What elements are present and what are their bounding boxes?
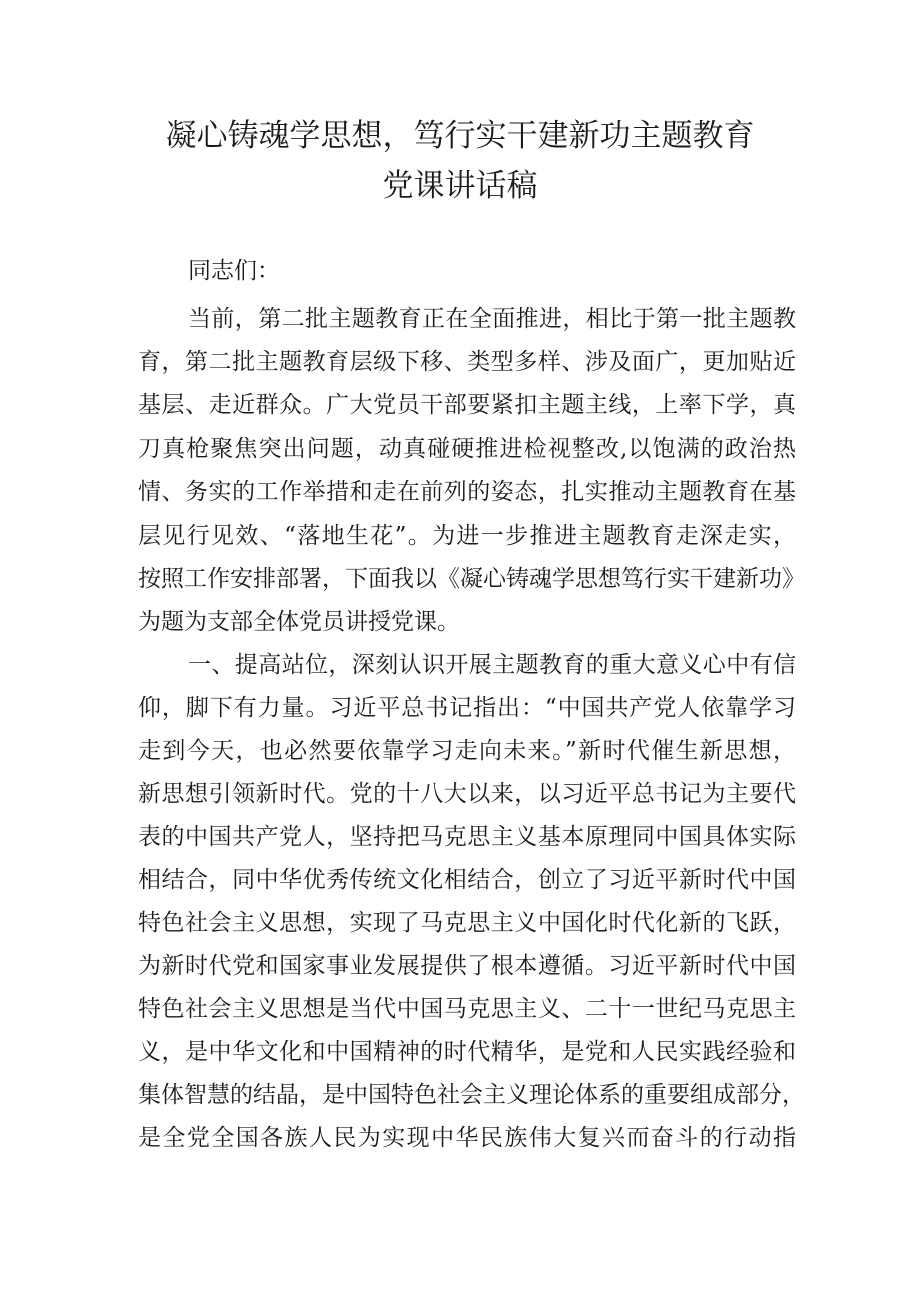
- paragraph-2-line: 新思想引领新时代。党的十八大以来，以习近平总书记为主要代: [138, 781, 796, 807]
- paragraph-1-line: 层见行见效、“落地生花”。为进一步推进主题教育走深走实，: [138, 523, 796, 549]
- paragraph-2-line: 是全党全国各族人民为实现中华民族伟大复兴而奋斗的行动指: [138, 1125, 796, 1151]
- paragraph-2-line: 仰，脚下有力量。习近平总书记指出：“中国共产党人依靠学习: [138, 695, 796, 721]
- paragraph-1-line: 情、务实的工作举措和走在前列的姿态，扎实推动主题教育在基: [138, 479, 796, 505]
- paragraph-2-line: 为新时代党和国家事业发展提供了根本遵循。习近平新时代中国: [138, 953, 796, 979]
- paragraph-2-line: 特色社会主义思想是当代中国马克思主义、二十一世纪马克思主: [138, 996, 796, 1022]
- paragraph-2-line: 走到今天，也必然要依靠学习走向未来。”新时代催生新思想，: [138, 738, 796, 764]
- document-title-line-2: 党课讲话稿: [382, 168, 538, 204]
- paragraph-1-line: 育，第二批主题教育层级下移、类型多样、涉及面广，更加贴近: [138, 349, 796, 375]
- paragraph-2-line: 义，是中华文化和中国精神的时代精华，是党和人民实践经验和: [138, 1039, 796, 1065]
- paragraph-1-line: 按照工作安排部署，下面我以《凝心铸魂学思想笃行实干建新功》: [138, 566, 805, 592]
- paragraph-2-line: 一、提高站位，深刻认识开展主题教育的重大意义心中有信: [188, 652, 796, 678]
- document-title-line-1: 凝心铸魂学思想，笃行实干建新功主题教育: [165, 118, 755, 154]
- paragraph-1-line: 刀真枪聚焦突出问题，动真碰硬推进检视整改,以饱满的政治热: [138, 436, 796, 462]
- paragraph-1-line: 当前，第二批主题教育正在全面推进，相比于第一批主题教: [188, 306, 796, 332]
- paragraph-2-line: 特色社会主义思想，实现了马克思主义中国化时代化新的飞跃，: [138, 910, 796, 936]
- paragraph-1-line: 基层、走近群众。广大党员干部要紧扣主题主线，上率下学，真: [138, 392, 796, 418]
- salutation: 同志们：: [188, 258, 280, 284]
- paragraph-2-line: 相结合，同中华优秀传统文化相结合，创立了习近平新时代中国: [138, 867, 796, 893]
- paragraph-1-line: 为题为支部全体党员讲授党课。: [138, 609, 460, 635]
- paragraph-2-line: 表的中国共产党人，坚持把马克思主义基本原理同中国具体实际: [138, 824, 796, 850]
- paragraph-2-line: 集体智慧的结晶，是中国特色社会主义理论体系的重要组成部分，: [138, 1082, 805, 1108]
